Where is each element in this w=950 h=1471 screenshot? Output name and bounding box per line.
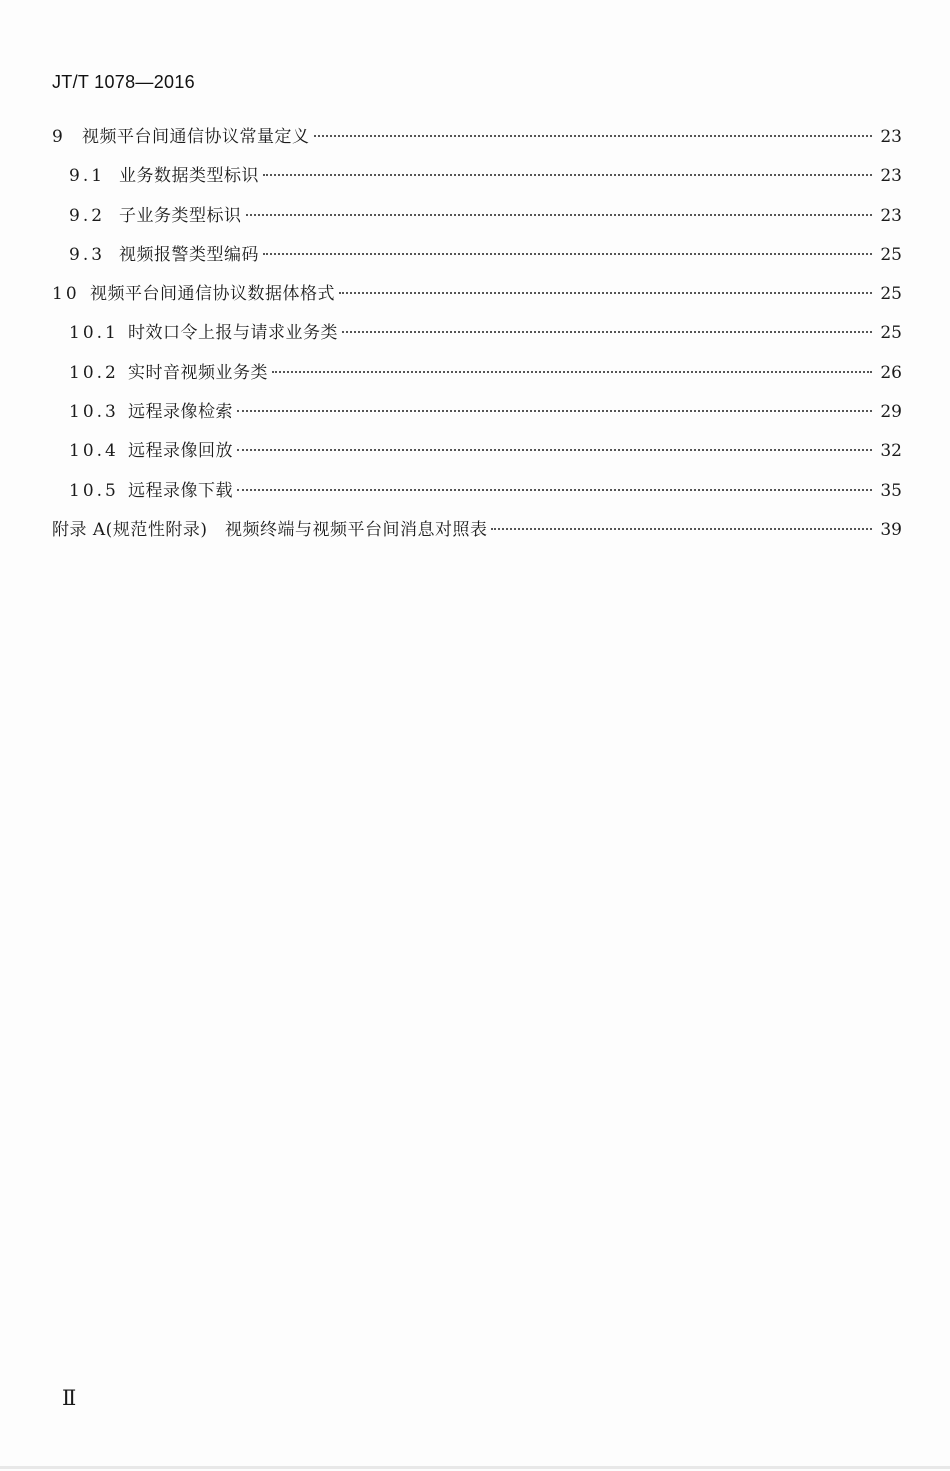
toc-entry[interactable] — [52, 397, 902, 436]
page-folio: Ⅱ — [62, 1386, 77, 1410]
dot-leader — [272, 371, 872, 373]
toc-number: 9.3 — [69, 244, 106, 265]
dot-leader — [246, 214, 873, 216]
toc-page-number: 39 — [880, 519, 902, 540]
toc-number: 9.2 — [69, 205, 106, 226]
toc-entry[interactable] — [52, 122, 902, 161]
toc-number: 10.1 — [69, 323, 119, 344]
dot-leader — [314, 135, 873, 137]
toc-number: 9 — [52, 127, 66, 147]
document-code: JT/T 1078—2016 — [52, 72, 195, 92]
dot-leader — [342, 331, 872, 333]
toc-page-number: 35 — [880, 480, 902, 501]
page-edge — [0, 1466, 950, 1469]
toc-page-number: 25 — [880, 284, 902, 305]
toc-title: 视频报警类型编码 — [119, 244, 259, 265]
toc-entry[interactable] — [52, 279, 902, 318]
toc-title: 子业务类型标识 — [119, 205, 242, 226]
toc-page-number: 32 — [880, 441, 902, 462]
toc-title: 实时音视频业务类 — [128, 362, 268, 383]
toc-number: 10.3 — [69, 402, 119, 423]
table-of-contents — [52, 122, 902, 554]
toc-title: 远程录像检索 — [128, 402, 233, 423]
dot-leader — [263, 174, 872, 176]
dot-leader — [339, 292, 872, 294]
toc-entry[interactable] — [52, 436, 902, 475]
toc-title: 附录 A(规范性附录) 视频终端与视频平台间消息对照表 — [52, 519, 488, 540]
toc-number: 10.4 — [69, 441, 119, 462]
toc-title: 业务数据类型标识 — [119, 166, 259, 187]
toc-page-number: 26 — [880, 362, 902, 383]
toc-page-number: 29 — [880, 402, 902, 423]
toc-number: 9.1 — [69, 166, 106, 187]
toc-page-number: 25 — [880, 323, 902, 344]
toc-entry[interactable] — [52, 161, 902, 200]
toc-title: 远程录像下载 — [128, 480, 233, 501]
toc-page-number: 25 — [880, 244, 902, 265]
toc-page-number: 23 — [880, 205, 902, 226]
dot-leader — [237, 410, 872, 412]
dot-leader — [491, 528, 872, 530]
toc-entry[interactable] — [52, 318, 902, 357]
dot-leader — [237, 489, 872, 491]
toc-title: 时效口令上报与请求业务类 — [128, 323, 338, 344]
toc-number: 10.2 — [69, 362, 119, 383]
dot-leader — [237, 449, 872, 451]
toc-entry[interactable] — [52, 358, 902, 397]
toc-number: 10 — [52, 284, 80, 305]
toc-title: 远程录像回放 — [128, 441, 233, 462]
toc-page-number: 23 — [880, 166, 902, 187]
toc-page-number: 23 — [880, 127, 902, 147]
toc-entry[interactable] — [52, 201, 902, 240]
toc-entry-appendix[interactable] — [52, 515, 902, 554]
toc-title: 视频平台间通信协议数据体格式 — [90, 284, 335, 305]
toc-entry[interactable] — [52, 240, 902, 279]
toc-number: 10.5 — [69, 480, 119, 501]
toc-entry[interactable] — [52, 476, 902, 515]
toc-title: 视频平台间通信协议常量定义 — [82, 127, 310, 147]
dot-leader — [263, 253, 872, 255]
